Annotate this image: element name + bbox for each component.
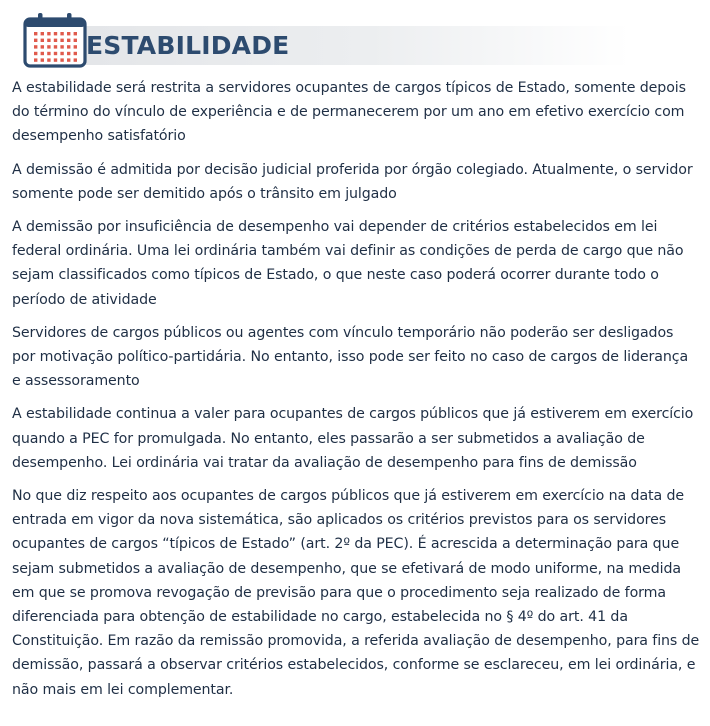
- calendar-day-dot: [67, 39, 70, 42]
- article-body: [12, 76, 700, 711]
- calendar-day-dot: [54, 39, 57, 42]
- calendar-day-dot: [67, 58, 70, 61]
- calendar-day-dot: [41, 52, 44, 55]
- calendar-day-dot: [60, 39, 63, 42]
- calendar-day-dot: [47, 52, 50, 55]
- section-header: [10, 8, 630, 68]
- calendar-day-dot: [47, 32, 50, 35]
- paragraph: A demissão por insuficiência de desempenho vai depender de critérios estabelecidos em lei federal ordinária. Uma lei ordinária também vai definir as condições de perda de cargo que não sejam classificados como típicos de Estado, o que neste caso poderá ocorrer durante todo o período de atividade: [12, 219, 684, 308]
- calendar-day-dot: [60, 32, 63, 35]
- calendar-day-dot: [34, 58, 37, 61]
- calendar-day-dot: [60, 45, 63, 48]
- paragraph: No que diz respeito aos ocupantes de cargos públicos que já estiverem em exercício na data de entrada em vigor da nova sistemática, são aplicados os critérios previstos para os servidores ocupantes de cargos “típicos de Estado” (art. 2º da PEC). É acrescida a determinação para que sejam submetidos a avaliação de desempenho, que se efetivará de modo uniforme, na medida em que se promova revogação de previsão para que o procedimento seja realizado de forma diferenciada para obtenção de estabilidade no cargo, estabelecida no § 4º do art. 41 da Constituição. Em razão da remissão promovida, a referida avaliação de desempenho, para fins de demissão, passará a observar critérios estabelecidos, conforme se esclareceu, em lei ordinária, e não mais em lei complementar.: [12, 488, 700, 698]
- calendar-day-dot: [67, 32, 70, 35]
- calendar-day-dot: [54, 45, 57, 48]
- calendar-day-dot: [74, 58, 77, 61]
- calendar-day-dot: [54, 58, 57, 61]
- calendar-day-dot: [47, 58, 50, 61]
- calendar-day-dot: [47, 45, 50, 48]
- paragraph: Servidores de cargos públicos ou agentes com vínculo temporário não poderão ser desligados por motivação político-partidária. No entanto, isso pode ser feito no caso de cargos de liderança e assessoramento: [12, 324, 689, 390]
- calendar-day-dot: [41, 32, 44, 35]
- calendar-day-dot: [47, 39, 50, 42]
- calendar-day-dot: [34, 52, 37, 55]
- calendar-day-dot: [60, 58, 63, 61]
- calendar-icon: [22, 12, 88, 68]
- calendar-day-dot: [54, 52, 57, 55]
- calendar-day-dot: [41, 39, 44, 42]
- calendar-day-dot: [34, 39, 37, 42]
- calendar-day-dot: [60, 52, 63, 55]
- paragraph: A estabilidade continua a valer para ocupantes de cargos públicos que já estiverem em exercício quando a PEC for promulgada. No entanto, eles passarão a ser submetidos a avaliação de desempenho. Lei ordinária vai tratar da avaliação de desempenho para fins de demissão: [12, 406, 694, 471]
- page-title: ESTABILIDADE: [86, 31, 290, 60]
- calendar-day-dot: [34, 32, 37, 35]
- calendar-day-dot: [74, 52, 77, 55]
- calendar-day-dot: [67, 52, 70, 55]
- paragraph: A demissão é admitida por decisão judicial proferida por órgão colegiado. Atualmente, o servidor somente pode ser demitido após o trânsito em julgado: [12, 161, 693, 202]
- calendar-day-dot: [74, 32, 77, 35]
- calendar-day-dot: [74, 45, 77, 48]
- calendar-day-dot: [41, 58, 44, 61]
- calendar-day-dot: [54, 32, 57, 35]
- calendar-day-dot: [67, 45, 70, 48]
- calendar-day-dot: [74, 39, 77, 42]
- calendar-day-dot: [34, 45, 37, 48]
- calendar-day-dot: [41, 45, 44, 48]
- paragraph: A estabilidade será restrita a servidores ocupantes de cargos típicos de Estado, somente depois do término do vínculo de experiência e de permanecerem por um ano em efetivo exercício com desempenho satisfatório: [12, 80, 686, 145]
